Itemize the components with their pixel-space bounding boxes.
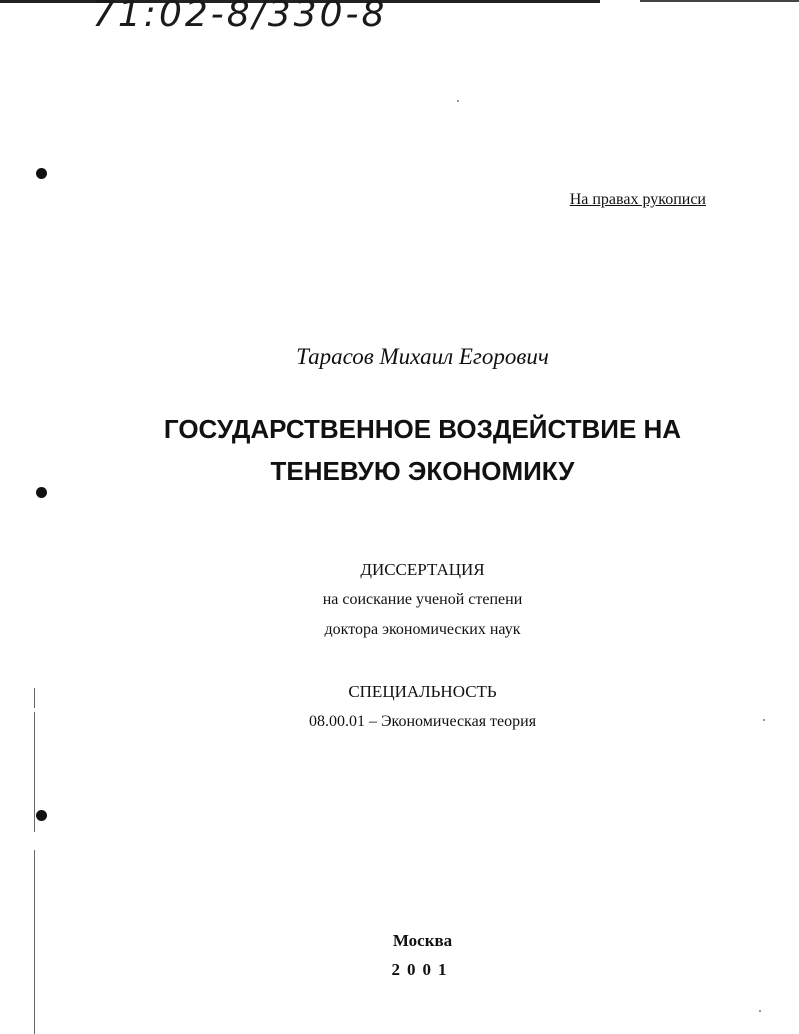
scan-speck (759, 1010, 761, 1012)
dissertation-block (0, 555, 799, 645)
punch-hole-icon (36, 168, 47, 179)
specialty-block (0, 677, 799, 737)
scan-speck (457, 100, 459, 102)
manuscript-rights-note: На правах рукописи (569, 191, 706, 208)
city-name: Москва (392, 931, 453, 950)
punch-hole-icon (36, 810, 47, 821)
imprint (0, 926, 799, 984)
dissertation-title (0, 408, 799, 492)
handwritten-archive-code: 71:02-8/330-8 (92, 0, 388, 35)
title-line-1: ГОСУДАРСТВЕННОЕ ВОЗДЕЙСТВИЕ НА (163, 414, 682, 444)
dissertation-label: ДИССЕРТАЦИЯ (360, 560, 485, 579)
degree-line-1: на соискание ученой степени (322, 591, 523, 608)
degree-line-2: доктора экономических наук (324, 621, 521, 638)
specialty-label: СПЕЦИАЛЬНОСТЬ (348, 682, 497, 701)
title-line-2: ТЕНЕВУЮ ЭКОНОМИКУ (270, 456, 575, 486)
specialty-value: 08.00.01 – Экономическая теория (308, 713, 537, 730)
author-name: Тарасов Михаил Егорович (296, 344, 549, 369)
top-edge-line-right (640, 0, 799, 2)
year: 2001 (391, 960, 454, 979)
